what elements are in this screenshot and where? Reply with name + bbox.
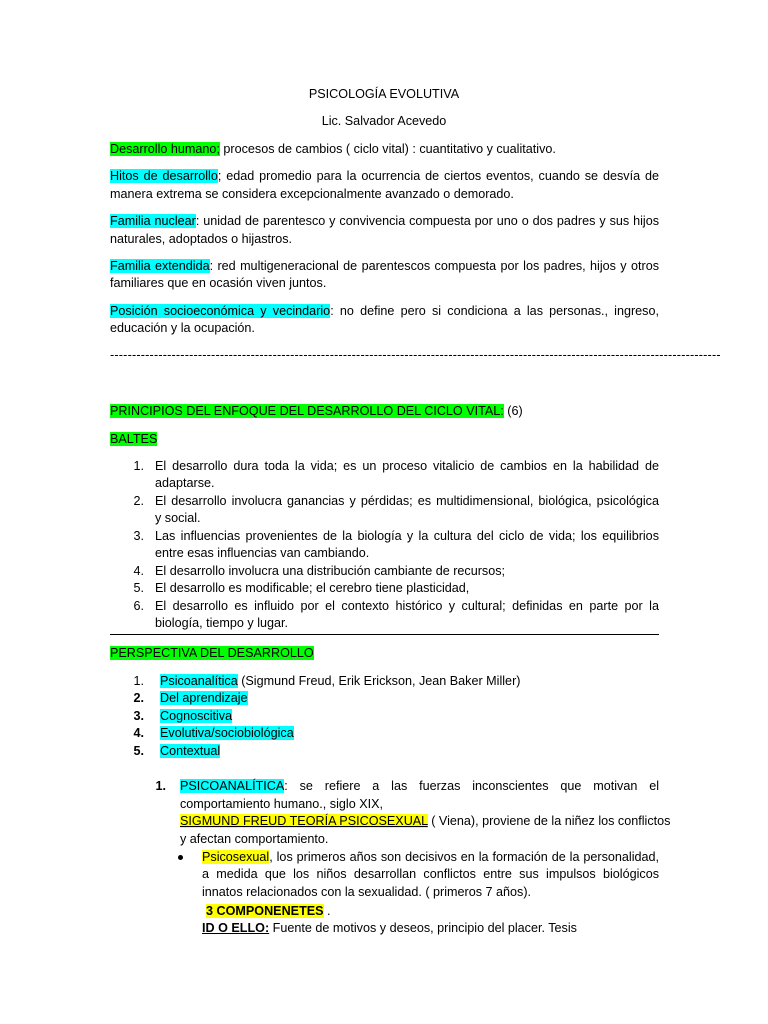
principle-item-cont: y social. [155,511,201,525]
definition-posicion-line2: educación y la ocupación. [110,321,255,335]
definition-familia-extendida-line2: familiares que en ocasión viven juntos. [110,276,327,290]
principles-author-label: BALTES [110,432,158,446]
principle-item: El desarrollo es influido por el contexto histórico y cultural; definidas en parte por la [155,599,659,613]
document-author: Lic. Salvador Acevedo [321,114,447,128]
id-line [202,920,577,936]
list-number: 6. [133,599,144,613]
components-label: 3 COMPONENETES [206,904,324,918]
definition-posicion [110,303,659,319]
principle-item-cont: entre esas influencias van cambiando. [155,546,370,560]
components-rest: . [323,904,331,918]
perspective-item-label: Contextual [160,744,221,758]
perspective-heading [110,645,314,661]
definition-familia-nuclear-line2: naturales, adoptados o hijastros. [110,232,293,246]
definition-term: Familia extendida [110,259,210,273]
perspective-item [160,673,520,689]
definition-desarrollo-humano [110,141,556,157]
components-line [206,903,331,919]
psicoanalitica-label: PSICOANALÍTICA [180,779,285,793]
definition-term: Desarrollo humano; [110,142,220,156]
psicosexual-label: Psicosexual [202,850,270,864]
psicoanalitica-text: : se refiere a las fuerzas inconscientes que motivan el [284,779,659,793]
definition-text: : unidad de parentesco y convivencia compuesta por uno o dos padres y sus hijos [195,214,660,228]
definition-term: Hitos de desarrollo [110,169,218,183]
psicosexual-line1 [202,849,659,865]
list-number: 2. [133,494,144,508]
principle-item: El desarrollo es modificable; el cerebro tiene plasticidad, [155,581,470,595]
definition-term: Posición socioeconómica y vecindario [110,304,331,318]
psicosexual-line2: a medida que los niños desarrollan conflictos entre sus impulsos biológicos [202,867,659,881]
perspective-item-label: Cognoscitiva [160,709,233,723]
perspective-item [160,743,220,759]
document-title: PSICOLOGÍA EVOLUTIVA [308,87,460,101]
perspective-heading-label: PERSPECTIVA DEL DESARROLLO [110,646,314,660]
principle-item-cont: biología, tiempo y lugar. [155,616,289,630]
perspective-item-label: Psicoanalítica [160,674,238,688]
psicoanalitica-line2: comportamiento humano., siglo XIX, [180,797,384,811]
list-number: 4. [133,726,144,740]
list-number: 1. [133,459,144,473]
principle-item-cont: adaptarse. [155,476,215,490]
perspective-item-label: Del aprendizaje [160,691,248,705]
principle-item: El desarrollo involucra una distribución cambiante de recursos; [155,564,506,578]
principle-item: El desarrollo dura toda la vida; es un proceso vitalicio de cambios en la habilidad de [155,459,659,473]
principles-author [110,431,157,447]
psicosexual-line3: innatos relacionados con la sexualidad. ( primeros 7 años). [202,885,532,899]
perspective-item [160,690,248,706]
definition-text: : no define pero si condiciona a las personas., ingreso, [330,304,659,318]
freud-line2: y afectan comportamiento. [180,832,329,846]
definition-text: : red multigeneracional de parentescos compuesta por los padres, hijos y otros [209,259,659,273]
list-number: 3. [133,709,144,723]
list-number: 1. [155,779,166,793]
freud-rest: ( Viena), proviene de la niñez los conflictos [427,814,671,828]
principle-item: El desarrollo involucra ganancias y pérdidas; es multidimensional, biológica, psicológica [155,494,659,508]
id-rest: Fuente de motivos y deseos, principio del placer. Tesis [269,921,577,935]
principle-item: Las influencias provenientes de la biología y la cultura del ciclo de vida; los equilibrios [155,529,659,543]
definition-text: ; edad promedio para la ocurrencia de ciertos eventos, cuando se desvía de [217,169,659,183]
definition-familia-extendida [110,258,659,274]
id-label: ID O ELLO: [202,921,270,935]
dashed-separator: ------------------------------------------------------------------------------------------------------------------------------------------- [110,348,721,362]
list-number: 4. [133,564,144,578]
psicoanalitica-line1 [180,778,659,794]
freud-label: SIGMUND FREUD TEORÍA PSICOSEXUAL [180,814,428,828]
horizontal-rule [110,634,659,635]
perspective-item-label: Evolutiva/sociobiológica [160,726,294,740]
psicosexual-text: , los primeros años son decisivos en la formación de la personalidad, [269,850,659,864]
perspective-item-rest: (Sigmund Freud, Erik Erickson, Jean Baker Miller) [237,674,521,688]
principles-heading [110,403,523,419]
list-number: 5. [133,744,144,758]
definition-hitos-line2: manera extrema se considera excepcionalmente avanzado o demorado. [110,187,514,201]
definition-text: procesos de cambios ( ciclo vital) : cuantitativo y cualitativo. [219,142,556,156]
list-number: 5. [133,581,144,595]
list-number: 2. [133,691,144,705]
definition-hitos [110,168,659,184]
list-number: 3. [133,529,144,543]
list-number: 1. [133,674,144,688]
principles-count: (6) [503,404,523,418]
definition-term: Familia nuclear [110,214,196,228]
principles-heading-label: PRINCIPIOS DEL ENFOQUE DEL DESARROLLO DEL CICLO VITAL: [110,404,504,418]
definition-familia-nuclear [110,213,659,229]
bullet-icon [178,855,183,860]
perspective-item [160,725,294,741]
freud-line [180,813,670,829]
perspective-item [160,708,232,724]
